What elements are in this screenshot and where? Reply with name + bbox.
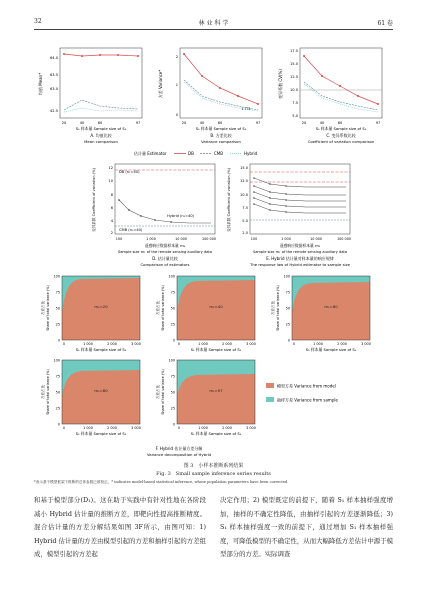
panel-b-caption: B. 方差比较: [210, 133, 232, 138]
tick: 15.0: [239, 166, 248, 170]
tick: 2 000: [107, 342, 117, 346]
tick: 60: [217, 121, 223, 125]
tick: 100: [168, 274, 175, 279]
tick: 25: [55, 406, 60, 411]
panel-e-xlabel: 遥感响应数据样本量 m₁: [279, 243, 321, 248]
tick: 100: [53, 358, 60, 363]
subplot-label: m₁=60: [324, 304, 338, 309]
tick: 60: [97, 121, 103, 125]
cmb-line: [184, 80, 258, 110]
legend-sample: 抽样方差 Variance from sample: [277, 397, 338, 403]
tick: 10: [108, 179, 113, 183]
panel-c-caption: C. 变异系数比较: [326, 133, 356, 138]
tick: 100 000: [336, 237, 352, 241]
panel-e-frame: [250, 164, 350, 234]
header-rule: [34, 29, 393, 30]
panel-c-xlabel: S₁ 样本量 Sample size of S₁: [315, 126, 367, 131]
panel-a-caption: A. 均值比较: [90, 133, 112, 138]
tick: 4: [110, 219, 113, 223]
tick: 25: [170, 406, 175, 411]
figure-3: [34, 38, 393, 458]
tick: 100 000: [201, 237, 217, 241]
tick: 5.0: [292, 114, 298, 118]
panel-b-caption-en: Variance comparison: [201, 139, 241, 144]
label-cmb: CMB (n₁=40): [119, 228, 143, 232]
panel-d-xlabel: 遥感响应数据样本量 m₁: [144, 243, 186, 248]
label-db: DB (n₁=40): [119, 170, 140, 174]
legend-hybrid: Hybrid: [244, 151, 258, 156]
tick: 50: [55, 390, 60, 395]
tick: 1 000: [83, 342, 93, 346]
tick: 3 000: [246, 426, 256, 430]
panel-c: [277, 48, 382, 144]
tick: 3 000: [361, 342, 371, 346]
panel-b-annotation: 1.772: [241, 107, 251, 111]
body-text-left: 和基于模型部分(D₁)。这在助于实践中有针对性地在各阶段减小 Hybrid 估计量的推断方差，即靶向性提高推断精度。混合估计量的方差分解结果如图 3F所示，由图可知：1) Hybrid 估计量的方差由模型引起的方差和抽样引起的方差组成，模型引起的方差起: [34, 496, 206, 558]
variance-subplot: [270, 275, 371, 353]
tick: 1 000: [146, 237, 156, 241]
tick: 63.0: [49, 87, 58, 91]
tick: 50: [55, 306, 60, 311]
panel-c-ylabel: 变异系数 CV(%): [278, 69, 283, 99]
tick: 12.5: [289, 75, 298, 79]
tick: 50: [285, 306, 290, 311]
panel-a: [37, 48, 142, 144]
tick: 20: [301, 121, 307, 125]
cmb-line: [64, 100, 138, 110]
variance-subplot: [40, 275, 141, 353]
tick: 0: [292, 342, 296, 346]
panel-e-caption: E. Hybrid 估计量对样本量的响应规律: [266, 256, 334, 261]
tick: 100: [115, 237, 123, 241]
figure-note: *表示基于模型框架下推断的总体参数已被校正。* indicates model-based statistical inference, whose population parameters have been corrected.: [34, 480, 289, 484]
model-area: [292, 282, 370, 340]
panel-f-caption: F. Hybrid 估计量方差分解: [155, 446, 203, 451]
panel-f-caption-en: Variance decomposition of Hybrid: [146, 452, 212, 457]
tick: 12: [108, 166, 113, 170]
panel-c-caption-en: Coefficient of variation comparison: [307, 139, 375, 144]
tick: 0: [57, 338, 60, 343]
tick: 7.5: [242, 206, 248, 210]
tick: 0: [177, 426, 181, 430]
panel-d-ylabel: 变异系数 Coefficient of variation (%): [92, 168, 96, 232]
legend-db: DB: [188, 151, 194, 156]
tick: 100: [250, 237, 258, 241]
tick: 60: [337, 121, 343, 125]
tick: 2 000: [337, 342, 347, 346]
subplot-xlabel: S₁ 样本量 Sample size of S₁: [190, 431, 242, 436]
subplot-label: m₁=97: [209, 388, 223, 393]
subplot-xlabel: S₁ 样本量 Sample size of S₁: [75, 431, 127, 436]
subplot-ylabel: 方差占比: [156, 300, 160, 316]
panel-c-frame: [300, 48, 382, 118]
subplot-ylabel-en: Share of total variance (%): [276, 285, 280, 331]
panel-b: [157, 48, 262, 144]
db-line: [184, 54, 258, 104]
tick: 0: [175, 113, 178, 117]
subplot-ylabel-en: Share of total variance (%): [161, 369, 165, 415]
tick: 100: [283, 274, 290, 279]
tick: 0: [177, 342, 181, 346]
subplot-xlabel: S₁ 样本量 Sample size of S₁: [75, 347, 127, 352]
tick: 10.0: [239, 193, 248, 197]
tick: 75: [55, 374, 60, 379]
hybrid-curve: [119, 200, 211, 223]
panel-d-caption: D. 估计量比较: [152, 256, 178, 261]
model-swatch: [266, 383, 274, 388]
body-text-right: 决定作用；2) 模型既定的前提下，随着 S₁ 样本抽样强度增加，抽样的不确定性降低，由抽样引起的方差逐渐降低；3) S₁ 样本抽样强度一致的前提下，通过增加 S₁ 样本抽样强度，可降低模型的不确定性，从而大幅降低方差估计中源于模型部分的方差。实际调查: [220, 496, 393, 558]
model-area: [177, 374, 255, 424]
tick: 75: [170, 290, 175, 295]
panel-f: [40, 275, 371, 437]
tick: 10 000: [175, 237, 187, 241]
label-hybrid: Hybrid (n₁=40): [167, 214, 195, 218]
tick: 0: [62, 426, 66, 430]
tick: 2 000: [222, 426, 232, 430]
variance-subplot: [40, 359, 141, 437]
tick: 1 000: [313, 342, 323, 346]
tick: 25: [55, 322, 60, 327]
model-area: [62, 278, 140, 340]
tick: 40: [319, 121, 325, 125]
tick: 0: [57, 422, 60, 427]
tick: 20: [61, 121, 67, 125]
panel-e: [226, 164, 351, 267]
tick: 2: [110, 231, 113, 235]
legend-model: 模型方差 Variance from model: [277, 383, 336, 389]
tick: 64.0: [49, 56, 58, 60]
tick: 2 000: [107, 426, 117, 430]
db-line: [304, 56, 378, 104]
tick: 8: [110, 193, 113, 197]
tick: 97: [135, 121, 141, 125]
subplot-ylabel: 方差占比: [271, 300, 275, 316]
tick: 3 000: [131, 342, 141, 346]
sample-swatch: [266, 397, 274, 402]
tick: 17.5: [289, 49, 298, 53]
tick: 6: [110, 206, 113, 210]
tick: 25: [285, 322, 290, 327]
variance-legend: [266, 383, 338, 403]
tick: 75: [285, 290, 290, 295]
tick: 42.5: [49, 109, 58, 113]
tick: 12.5: [239, 179, 248, 183]
tick: 1 000: [281, 237, 291, 241]
subplot-label: m₁=40: [209, 304, 223, 309]
tick: 20: [181, 121, 187, 125]
tick: 3 000: [246, 342, 256, 346]
subplot-ylabel: 方差占比: [41, 384, 45, 400]
tick: 1 000: [83, 426, 93, 430]
volume-number: 61 卷: [377, 20, 393, 27]
subplot-label: m₁=20: [94, 304, 108, 309]
variance-subplot: [155, 359, 256, 437]
page-header: [34, 18, 393, 28]
legend-cmb: CMB: [214, 151, 223, 156]
panel-a-ylabel: 均值 Mean*: [38, 72, 43, 96]
figure-caption-en: Fig. 3 Small sample inference series results: [156, 471, 271, 477]
panel-e-xlabel-en: Sample size m₁ of the remote sensing auxiliary data: [252, 250, 348, 254]
tick: 0: [62, 342, 66, 346]
subplot-ylabel-en: Share of total variance (%): [46, 285, 50, 331]
panel-e-ylabel: 变异系数 Coefficient of variation (%): [227, 168, 231, 232]
tick: 2: [175, 55, 178, 59]
subplot-ylabel-en: Share of total variance (%): [161, 285, 165, 331]
model-area: [62, 370, 140, 424]
tick: 0: [172, 338, 175, 343]
tick: 10.0: [289, 88, 298, 92]
journal-title: 林 业 科 学: [198, 20, 229, 27]
tick: 1 000: [198, 426, 208, 430]
subplot-xlabel: S₁ 样本量 Sample size of S₁: [190, 347, 242, 352]
tick: 50: [170, 306, 175, 311]
tick: 50: [170, 390, 175, 395]
hybrid-curves: [254, 178, 346, 213]
tick: 10 000: [310, 237, 322, 241]
subplot-ylabel-en: Share of total variance (%): [46, 369, 50, 415]
panel-d-xlabel-en: Sample size m₁ of the remote sensing auxiliary data: [117, 250, 213, 254]
panel-b-xlabel: S₁ 样本量 Sample size of S₁: [195, 126, 247, 131]
tick: 1 000: [198, 342, 208, 346]
page-number: 32: [34, 18, 42, 25]
panel-b-ylabel: 方差 Variance*: [158, 69, 163, 99]
panel-a-caption-en: Mean comparison: [84, 139, 118, 144]
model-area: [177, 280, 255, 340]
tick: 63.5: [49, 73, 58, 77]
subplot-label: m₁=80: [94, 388, 108, 393]
panel-e-caption-en: The response law of Hybrid estimator to sample size: [250, 262, 350, 267]
tick: 0: [287, 338, 290, 343]
variance-subplot: [155, 275, 256, 353]
tick: 40: [199, 121, 205, 125]
tick: 5.0: [242, 219, 248, 223]
tick: 97: [255, 121, 261, 125]
tick: 40: [79, 121, 85, 125]
tick: 25: [170, 322, 175, 327]
subplot-ylabel: 方差占比: [41, 300, 45, 316]
tick: 3 000: [131, 426, 141, 430]
tick: 15.0: [289, 62, 298, 66]
tick: 1: [175, 83, 178, 87]
tick: 100: [168, 358, 175, 363]
panel-d: [91, 164, 216, 267]
tick: 2.5: [242, 231, 248, 235]
subplot-ylabel: 方差占比: [156, 384, 160, 400]
subplot-xlabel: S₁ 样本量 Sample size of S₁: [305, 347, 357, 352]
legend-title: 估计量 Estimator: [134, 151, 167, 156]
tick: 97: [375, 121, 381, 125]
tick: 75: [170, 374, 175, 379]
panel-d-caption-en: Comparison of estimators: [140, 262, 190, 267]
estimator-legend: [134, 150, 258, 156]
panel-a-xlabel: S₁ 样本量 Sample size of S₁: [75, 126, 127, 131]
figure-caption: 图 3 小样本推断系列结果: [183, 463, 244, 469]
tick: 2 000: [222, 342, 232, 346]
tick: 0: [172, 422, 175, 427]
tick: 100: [53, 274, 60, 279]
panel-d-frame: [115, 164, 215, 234]
tick: 75: [55, 290, 60, 295]
tick: 7.5: [292, 101, 298, 105]
panel-a-frame: [60, 48, 142, 118]
